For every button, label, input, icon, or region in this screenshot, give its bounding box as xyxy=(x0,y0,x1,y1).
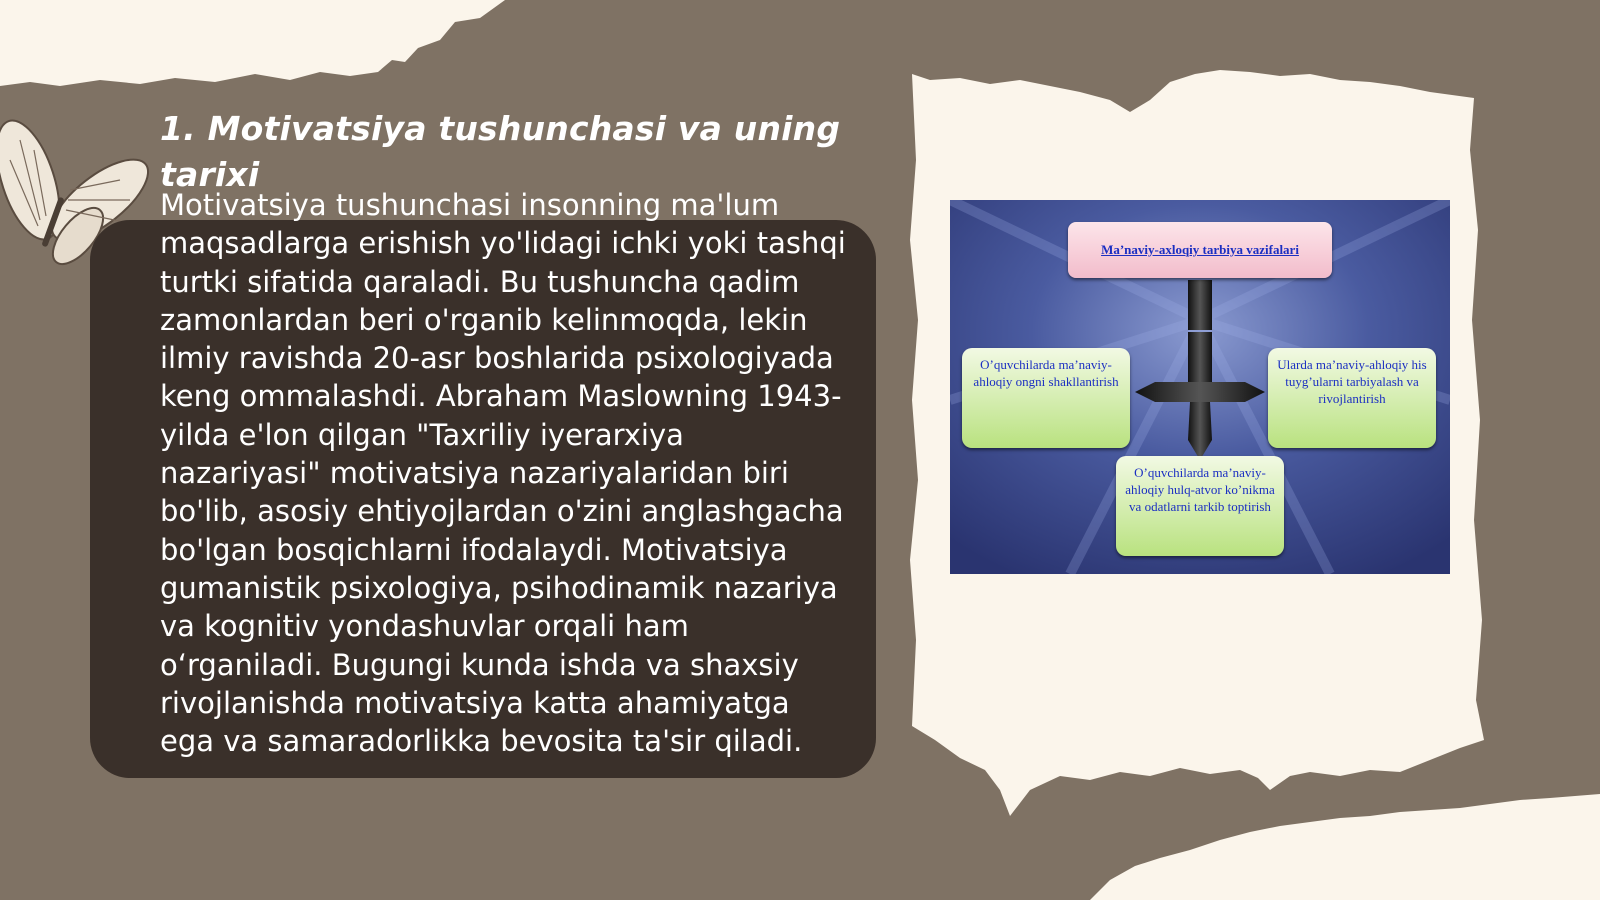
connector-vertical xyxy=(1188,280,1212,330)
slide-body-text: Motivatsiya tushunchasi insonning ma'lum maqsadlarga erishish yo'lidagi ichki yoki tashqi turtki sifatida qaraladi. Bu tushuncha qadim zamonlardan beri o'rganib kelinmoqda, lekin ilmiy ravishda 20-asr boshlarida psixologiyada keng ommalashdi. Abraham Maslowning 1943-yilda e'lon qilgan "Taxriliy iyerarxiya nazariyasi" motivatsiya nazariyalaridan biri bo'lib, asosiy ehtiyojlardan o'zini anglashgacha bo'lgan bosqichlarni ifodalaydi. Motivatsiya gumanistik psixologiya, psihodinamik nazariya va kognitiv yondashuvlar orqali ham o‘rganiladi. Bugungi kunda ishda va shaxsiy rivojlanishda motivatsiya katta ahamiyatga ega va samaradorlikka bevosita ta'sir qiladi. xyxy=(160,188,846,759)
slide-title: 1. Motivatsiya tushunchasi va uning tarixi xyxy=(160,109,841,194)
diagram-box-left xyxy=(962,348,1130,448)
diagram-title: Ma’naviy-axloqiy tarbiya vazifalari xyxy=(1068,222,1332,278)
torn-paper-top-left xyxy=(0,0,505,86)
connector-horizontal xyxy=(1135,382,1265,402)
diagram-box-bottom-text: O’quvchilarda ma’naviy-ahloqiy hulq-atvor ko’nikma va odatlarni tarkib toptirish xyxy=(1125,465,1275,514)
diagram-box-right-text: Ularda ma’naviy-ahloqiy his tuyg’ularni tarbiyalash va rivojlantirish xyxy=(1277,357,1427,406)
torn-paper-bottom-right xyxy=(1090,794,1600,900)
diagram-image xyxy=(950,200,1450,574)
diagram-box-left-text: O’quvchilarda ma’naviy-ahloqiy ongni shakllantirish xyxy=(973,357,1119,389)
diagram-box-bottom xyxy=(1116,456,1284,556)
diagram-box-right xyxy=(1268,348,1436,448)
